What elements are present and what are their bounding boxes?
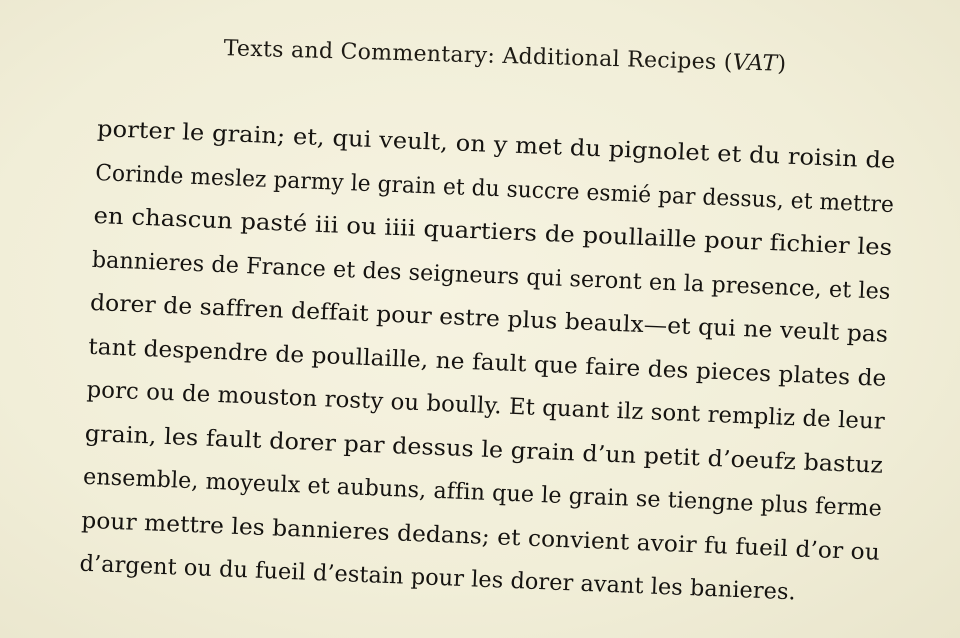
text-line: d’argent ou du fueil d’estain pour les dorer avant les banieres.: [79, 550, 797, 606]
text-line: tant despendre de poullaille, ne fault que faire des pieces plates de: [87, 333, 887, 392]
text-line: bannieres de France et des seigneurs qui seront en la presence, et les: [91, 246, 891, 305]
text-line: grain, les fault dorer par dessus le grain d’un petit d’oeufz bastuz: [84, 420, 884, 479]
text-line: en chascun pasté iii ou iiii quartiers de poullaille pour fichier les: [93, 202, 893, 261]
running-head-prefix: Texts and Commentary: Additional Recipes (: [223, 36, 734, 76]
text-line: Corinde meslez parmy le grain et du succre esmié par dessus, et mettre: [94, 159, 895, 218]
text-line: porc ou de mouston rosty ou boully. Et quant ilz sont rempliz de leur: [86, 376, 886, 435]
running-head-abbreviation: VAT: [732, 50, 778, 77]
recipe-text: [79, 108, 918, 619]
text-line: pour mettre les bannieres dedans; et convient avoir fu fueil d’or ou: [80, 507, 881, 566]
text-line: ensemble, moyeulx et aubuns, affin que le grain se tiengne plus ferme: [82, 463, 883, 522]
running-head-suffix: ): [777, 51, 787, 77]
running-head: [0, 30, 960, 83]
text-line: porter le grain; et, qui veult, on y met du pignolet et du roisin de: [96, 115, 896, 175]
text-line: dorer de saffren deffait pour estre plus beaulx—et qui ne veult pas: [89, 289, 889, 348]
